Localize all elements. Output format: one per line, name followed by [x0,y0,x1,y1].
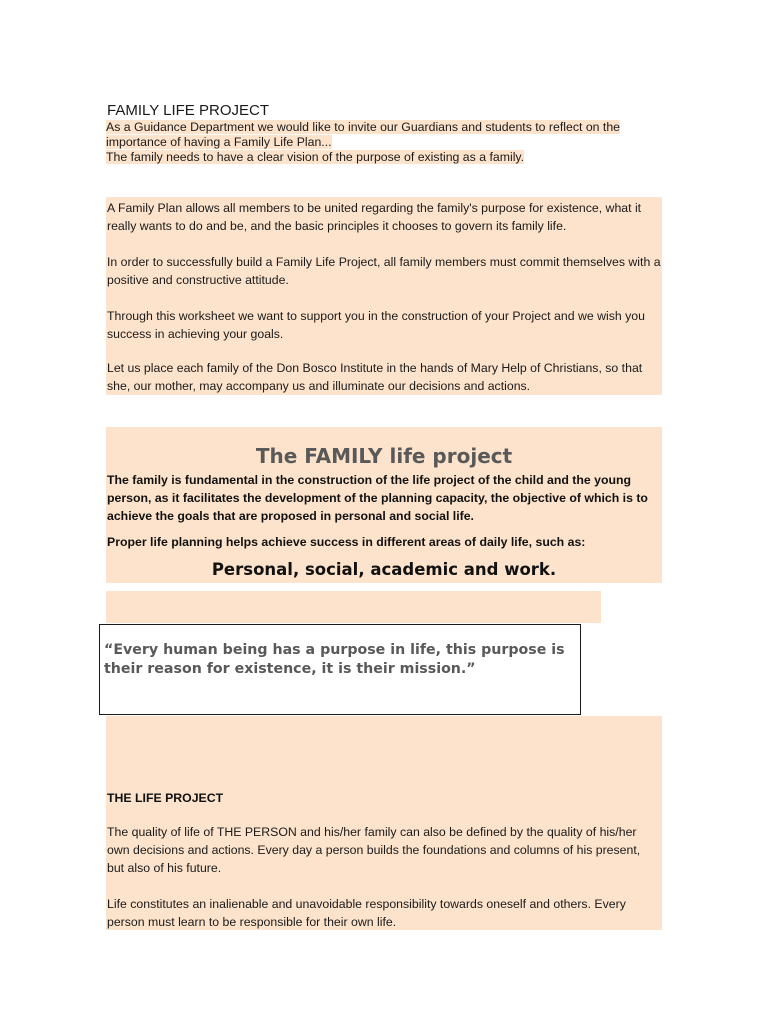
section-body: The family is fundamental in the construction of the life project of the child and the young person, as it facilitates the development of the planning capacity, the objective of which is to achieve the goals that are proposed in personal and social life. [107,473,648,523]
life-project-paragraph: Life constitutes an inalienable and unavoidable responsibility towards oneself and others. Every person must learn to be responsible for their own life. [107,897,626,929]
intro-line-3: The family needs to have a clear vision of the purpose of existing as a family. [106,150,525,164]
highlight-band [106,591,601,623]
life-project-block [106,716,662,930]
life-areas-line: Personal, social, academic and work. [211,560,557,579]
intro-line-2: importance of having a Family Life Plan... [106,135,332,149]
life-project-heading: THE LIFE PROJECT [107,791,224,805]
family-life-project-section [106,427,662,583]
section-question: Proper life planning helps achieve success in different areas of daily life, such as: [107,535,586,549]
plan-paragraph: Through this worksheet we want to support you in the construction of your Project and we wish you success in achieving your goals. [107,309,645,341]
document-title: FAMILY LIFE PROJECT [107,102,269,119]
plan-paragraph: In order to successfully build a Family Life Project, all family members must commit themselves with a positive and constructive attitude. [107,255,661,287]
plan-paragraph: Let us place each family of the Don Bosco Institute in the hands of Mary Help of Christians, so that she, our mother, may accompany us and illuminate our decisions and actions. [107,361,643,393]
life-project-paragraph: The quality of life of THE PERSON and his/her family can also be defined by the quality of his/her own decisions and actions. Every day a person builds the foundations and columns of his present, but also of his future. [107,825,641,875]
family-plan-block [106,197,662,395]
intro-line-1: As a Guidance Department we would like to invite our Guardians and students to reflect on the [106,120,621,134]
plan-paragraph: A Family Plan allows all members to be united regarding the family's purpose for existence, what it really wants to do and be, and the basic principles it chooses to govern its family life. [107,201,642,233]
intro-block [106,120,636,165]
section-title: The FAMILY life project [255,444,513,468]
quote-text: “Every human being has a purpose in life, this purpose is their reason for existence, it is their mission.” [104,642,565,677]
quote-box [99,624,581,715]
